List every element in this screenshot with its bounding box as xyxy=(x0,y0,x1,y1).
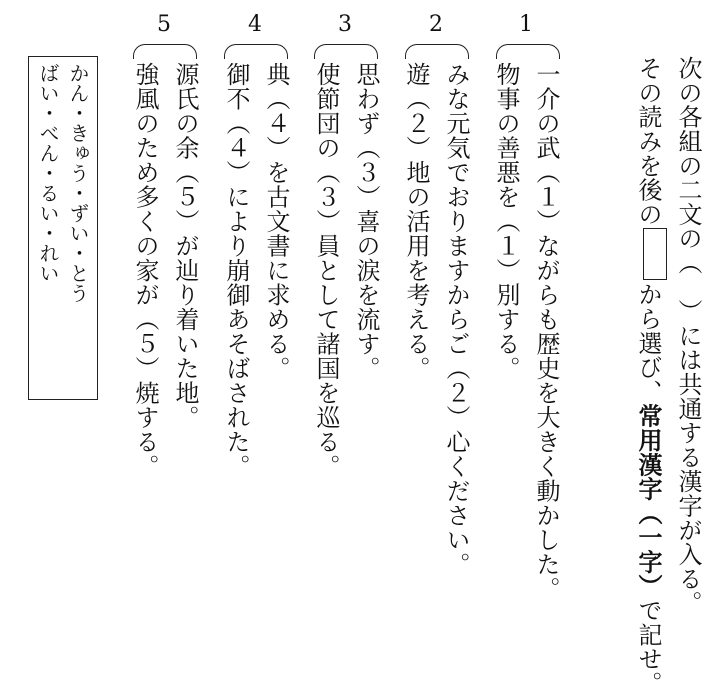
instructions xyxy=(618,56,708,696)
question-bracket-1 xyxy=(496,44,560,59)
instruction-line-2-mid: から選び、 xyxy=(634,282,662,404)
question-1-sentence-a: 一介の武（１）ながらも歴史を大きく動かした。 xyxy=(532,62,560,601)
instruction-line-2-end: で記せ。 xyxy=(634,598,662,696)
instruction-emphasis: 常用漢字（一字） xyxy=(634,403,663,599)
question-bracket-5 xyxy=(133,44,197,59)
question-bracket-3 xyxy=(314,44,378,59)
question-5-sentence-b: 強風のため多くの家が（５）焼する。 xyxy=(131,62,159,479)
choice-box-reference xyxy=(643,228,667,280)
answer-choices-box xyxy=(28,56,98,400)
instruction-line-1: 次の各組の二文の（ ）には共通する漢字が入る。 xyxy=(674,56,702,615)
question-number-3: 3 xyxy=(338,12,352,37)
question-bracket-4 xyxy=(224,44,288,59)
question-number-1: 1 xyxy=(519,12,533,37)
question-5-sentence-a: 源氏の余（５）が辿り着いた地。 xyxy=(171,62,199,430)
question-4-sentence-a: 典（４）を古文書に求める。 xyxy=(262,62,290,381)
choices-line-1: かん・きゅう・ずい・とう xyxy=(66,63,90,303)
question-3-sentence-a: 思わず（３）喜の涙を流す。 xyxy=(352,62,380,381)
choices-line-2: ばい・べん・るい・れい xyxy=(36,63,60,283)
question-3-sentence-b: 使節団の（３）員として諸国を巡る。 xyxy=(312,62,340,479)
question-bracket-2 xyxy=(405,44,469,59)
question-number-5: 5 xyxy=(157,12,171,37)
question-1-sentence-b: 物事の善悪を（１）別する。 xyxy=(492,62,520,381)
question-number-2: 2 xyxy=(429,12,443,37)
instruction-line-2-start: その読みを後の xyxy=(634,56,662,227)
question-4-sentence-b: 御不（４）により崩御あそばされた。 xyxy=(222,62,250,479)
question-number-4: 4 xyxy=(248,12,262,37)
instruction-line-2 xyxy=(628,56,668,696)
question-2-sentence-a: みな元気でおりますからご（２）心ください。 xyxy=(442,62,470,577)
question-2-sentence-b: 遊（２）地の活用を考える。 xyxy=(402,62,430,381)
